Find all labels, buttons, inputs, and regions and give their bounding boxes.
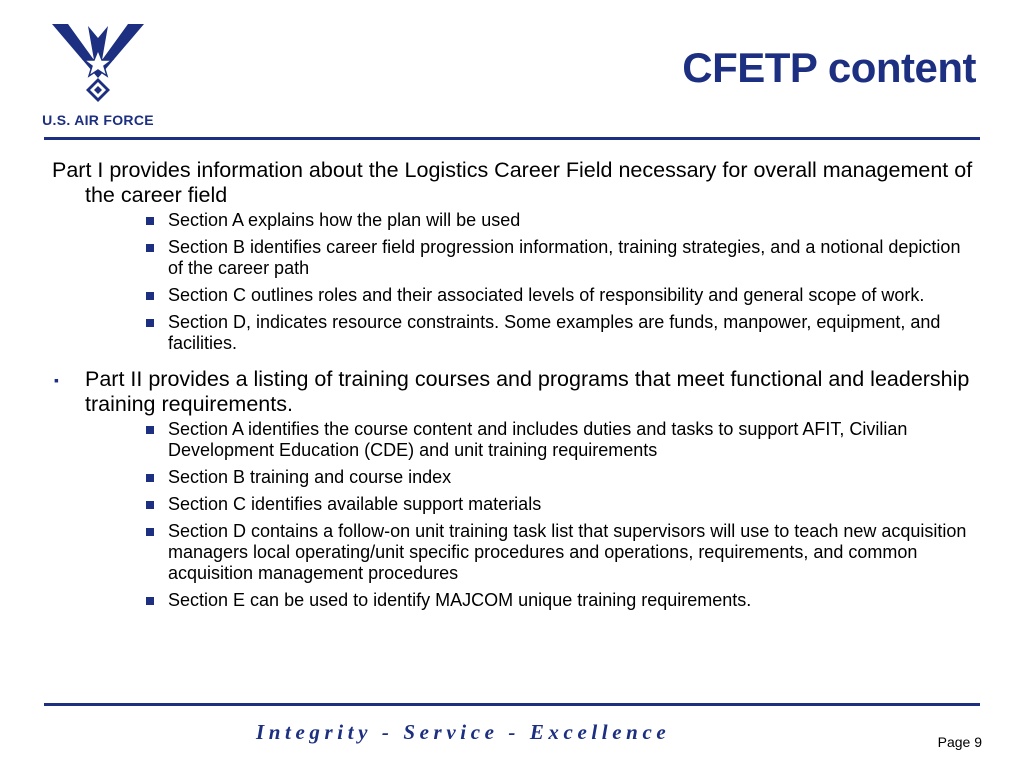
part-2-sections — [52, 419, 977, 611]
square-bullet-icon — [146, 319, 154, 327]
small-square-bullet-icon: ▪ — [54, 372, 59, 388]
footer-motto: Integrity - Service - Excellence — [256, 720, 671, 744]
header-divider — [44, 137, 980, 140]
logo-text: U.S. AIR FORCE — [42, 112, 154, 128]
list-item — [52, 467, 977, 488]
section-text: Section A identifies the course content and includes duties and tasks to support AFIT, Civilian Development Education (CDE) and unit training requirements — [168, 419, 908, 460]
part-1-sections — [52, 210, 977, 354]
square-bullet-icon — [146, 244, 154, 252]
part-2-text: Part II provides a listing of training courses and programs that meet functional and leadership training requirements. — [85, 367, 970, 416]
square-bullet-icon — [146, 474, 154, 482]
square-bullet-icon — [146, 292, 154, 300]
section-text: Section B identifies career field progression information, training strategies, and a notional depiction of the career path — [168, 237, 961, 278]
list-item — [52, 210, 977, 231]
square-bullet-icon — [146, 501, 154, 509]
section-text: Section D, indicates resource constraints. Some examples are funds, manpower, equipment, and facilities. — [168, 312, 941, 353]
square-bullet-icon — [146, 217, 154, 225]
slide-body — [52, 158, 977, 617]
list-item — [52, 419, 977, 461]
list-item — [52, 237, 977, 279]
section-text: Section B training and course index — [168, 467, 452, 487]
slide-title: CFETP content — [682, 44, 976, 91]
list-item — [52, 494, 977, 515]
square-bullet-icon — [146, 426, 154, 434]
square-bullet-icon — [146, 528, 154, 536]
footer-divider — [44, 703, 980, 706]
part-1-text: Part I provides information about the Logistics Career Field necessary for overall management of the career field — [52, 158, 973, 207]
section-text: Section C identifies available support materials — [168, 494, 542, 514]
air-force-wings-icon — [50, 16, 146, 108]
square-bullet-icon — [146, 597, 154, 605]
list-item — [52, 285, 977, 306]
list-item — [52, 590, 977, 611]
list-item — [52, 312, 977, 354]
section-text: Section D contains a follow-on unit training task list that supervisors will use to teach new acquisition managers local operating/unit specific procedures and operations, requirements, and common acquisition management procedures — [168, 521, 967, 583]
usaf-logo — [28, 16, 168, 132]
section-text: Section C outlines roles and their associated levels of responsibility and general scope of work. — [168, 285, 925, 305]
page-number: Page 9 — [937, 734, 982, 750]
part-2 — [52, 367, 977, 417]
section-text: Section A explains how the plan will be used — [168, 210, 521, 230]
list-item — [52, 521, 977, 584]
section-text: Section E can be used to identify MAJCOM unique training requirements. — [168, 590, 752, 610]
